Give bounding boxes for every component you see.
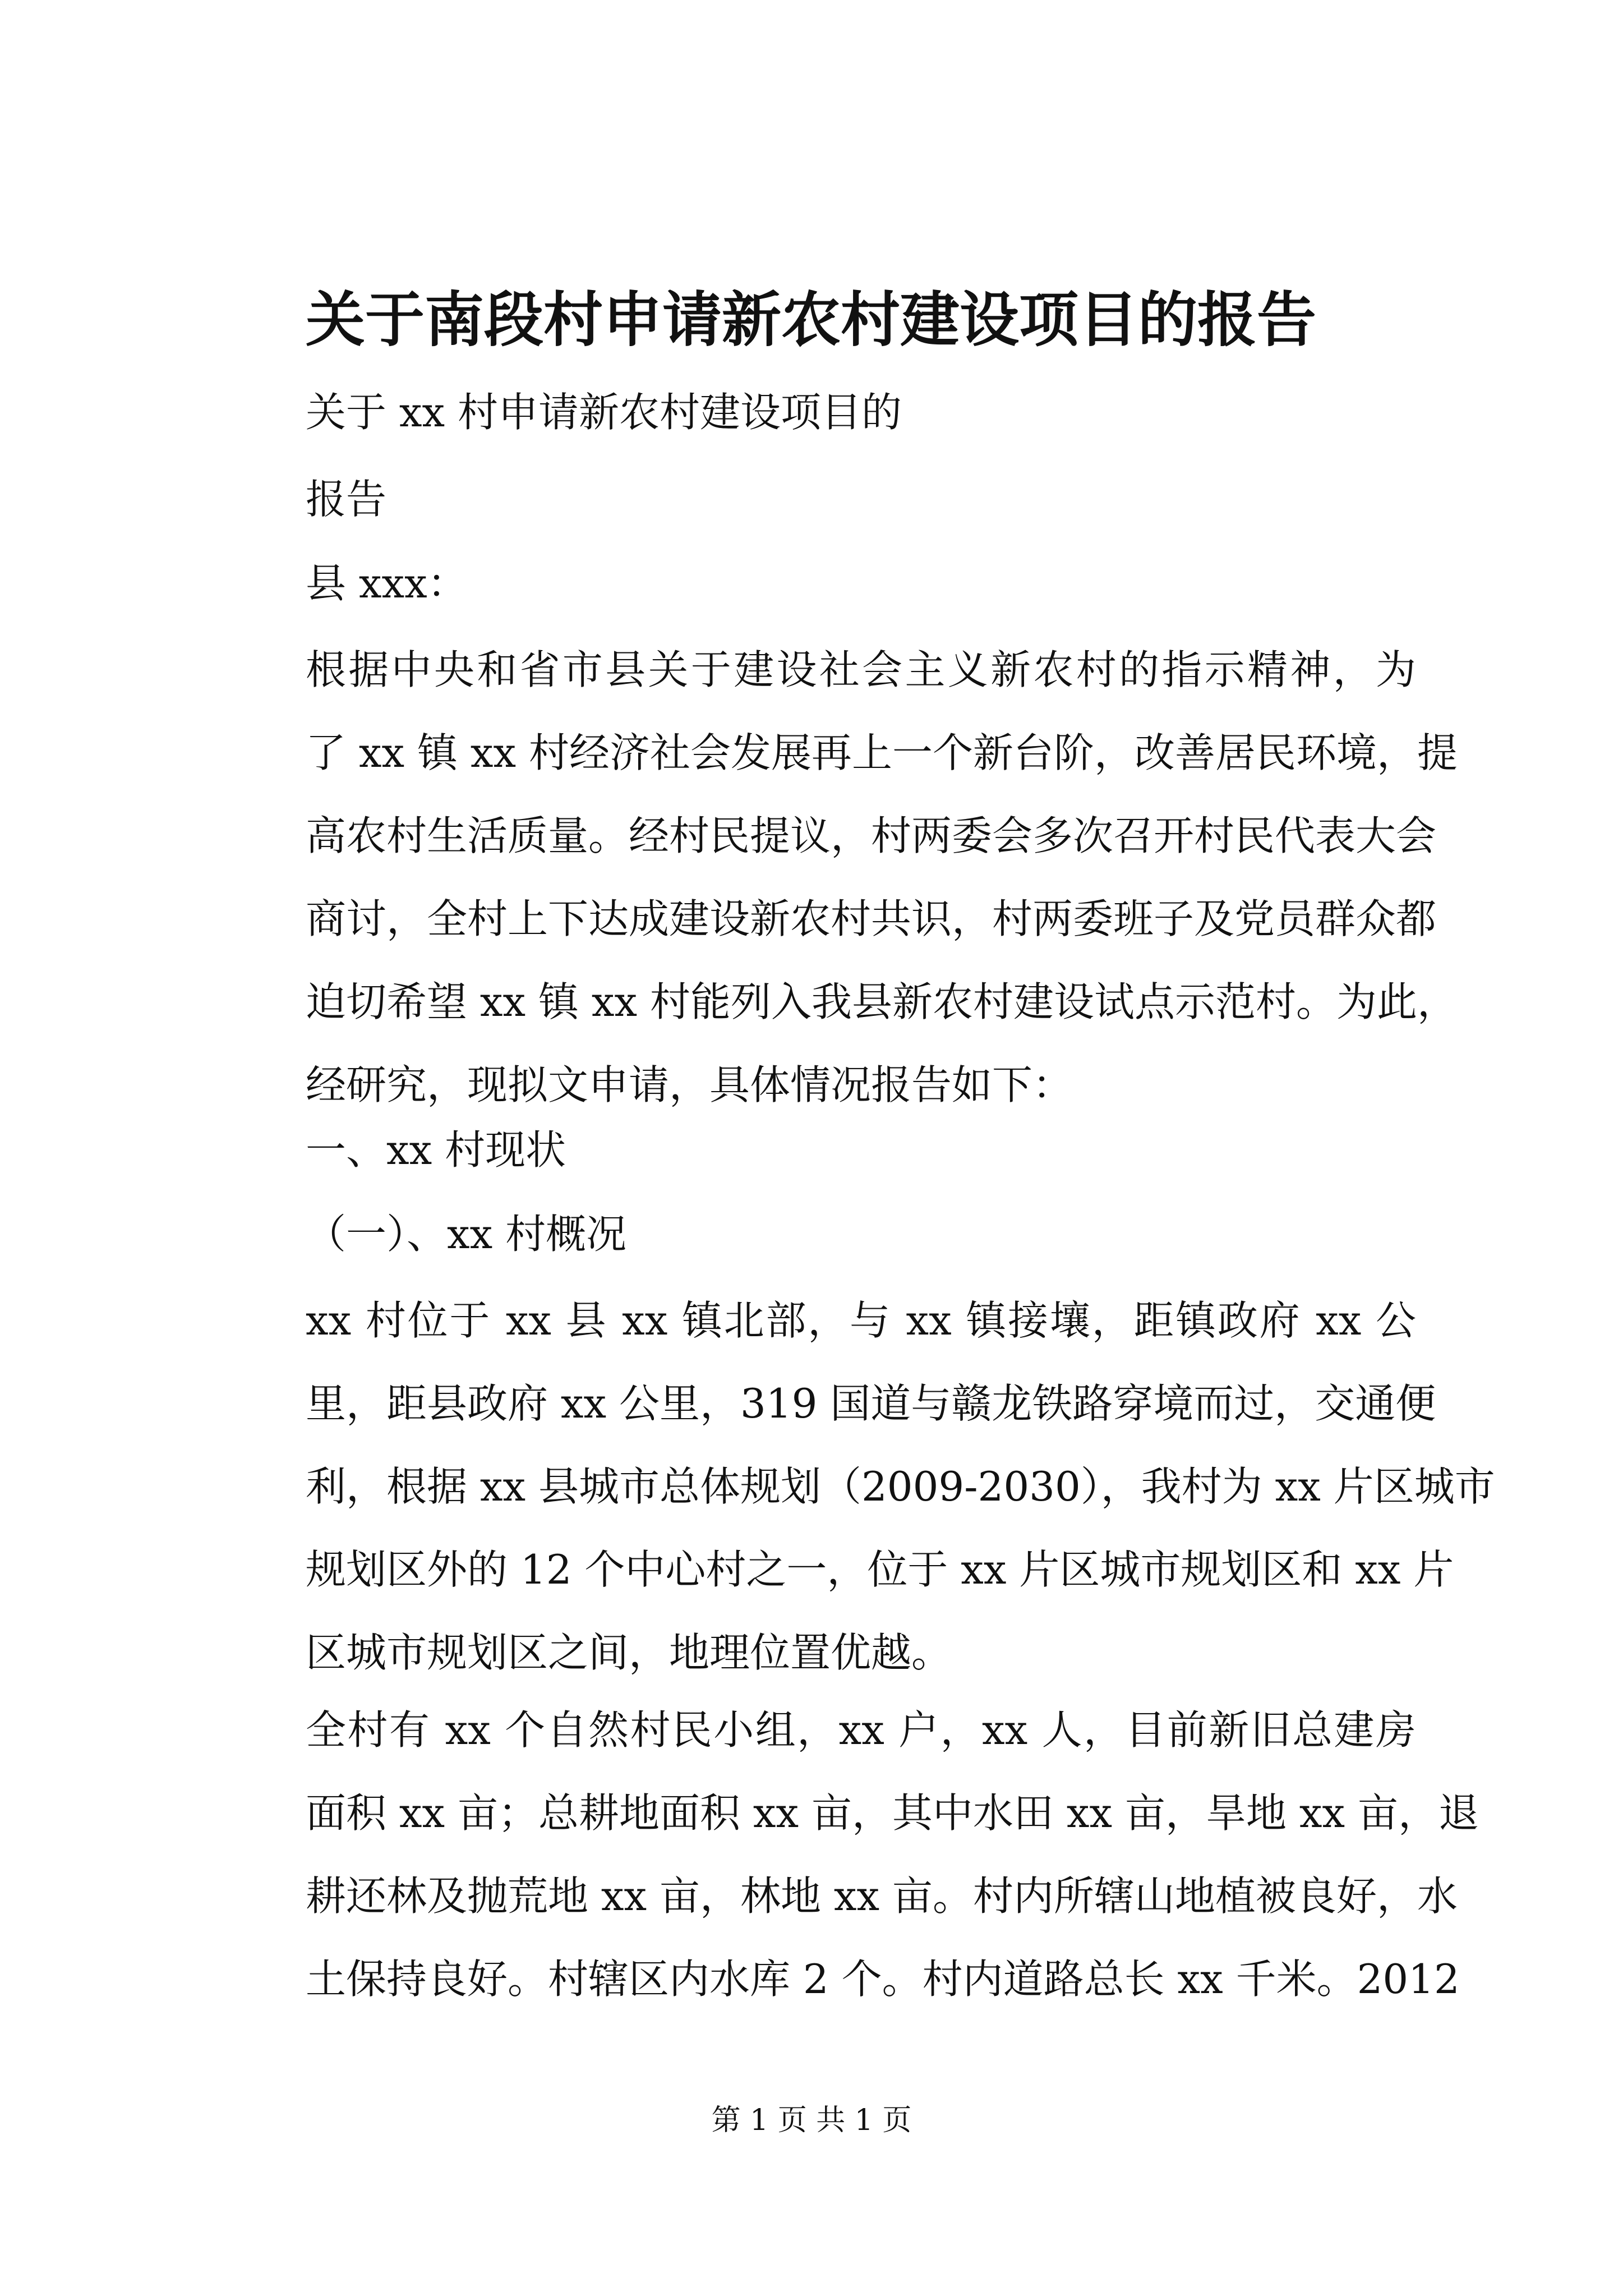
paragraph-2-line: 里，距县政府 xx 公里，319 国道与赣龙铁路穿境而过，交通便: [306, 1380, 1436, 1427]
paragraph-3-line: 土保持良好。村辖区内水库 2 个。村内道路总长 xx 千米。2012: [306, 1955, 1460, 2003]
paragraph-3-line: 全村有 xx 个自然村民小组，xx 户，xx 人，目前新旧总建房: [306, 1706, 1416, 1754]
subtitle-line-2: 报告: [306, 476, 387, 523]
paragraph-3-line: 面积 xx 亩；总耕地面积 xx 亩，其中水田 xx 亩，旱地 xx 亩，退: [306, 1789, 1479, 1837]
paragraph-1: [306, 628, 1458, 1126]
paragraph-3-line: 耕还林及抛荒地 xx 亩，林地 xx 亩。村内所辖山地植被良好，水: [306, 1872, 1458, 1920]
paragraph-2-line: 规划区外的 12 个中心村之一，位于 xx 片区城市规划区和 xx 片: [306, 1546, 1454, 1593]
paragraph-2: [306, 1279, 1495, 1694]
paragraph-1-line: 商讨，全村上下达成建设新农村共识，村两委班子及党员群众都: [306, 895, 1437, 942]
heading-subsection-1-1: （一）、xx 村概况: [306, 1211, 627, 1258]
page-footer: 第 1 页 共 1 页: [711, 2104, 912, 2137]
paragraph-2-line: 区城市规划区之间，地理位置优越。: [306, 1629, 952, 1676]
paragraph-3: [306, 1688, 1479, 2021]
paragraph-2-line: 利，根据 xx 县城市总体规划（2009-2030），我村为 xx 片区城市: [306, 1463, 1495, 1510]
paragraph-1-line: 根据中央和省市县关于建设社会主义新农村的指示精神，为: [306, 646, 1416, 693]
paragraph-1-line: 经研究，现拟文申请，具体情况报告如下：: [306, 1061, 1073, 1108]
paragraph-2-line: xx 村位于 xx 县 xx 镇北部，与 xx 镇接壤，距镇政府 xx 公: [306, 1297, 1416, 1344]
document-title: 关于南段村申请新农村建设项目的报告: [306, 284, 1316, 355]
heading-section-1: 一、xx 村现状: [306, 1126, 566, 1174]
paragraph-1-line: 迫切希望 xx 镇 xx 村能列入我县新农村建设试点示范村。为此，: [306, 978, 1458, 1025]
paragraph-1-line: 高农村生活质量。经村民提议，村两委会多次召开村民代表大会: [306, 812, 1437, 859]
salutation: 县 xxx：: [306, 560, 468, 607]
subtitle-line-1: 关于 xx 村申请新农村建设项目的: [306, 389, 902, 436]
paragraph-1-line: 了 xx 镇 xx 村经济社会发展再上一个新台阶，改善居民环境，提: [306, 729, 1458, 776]
